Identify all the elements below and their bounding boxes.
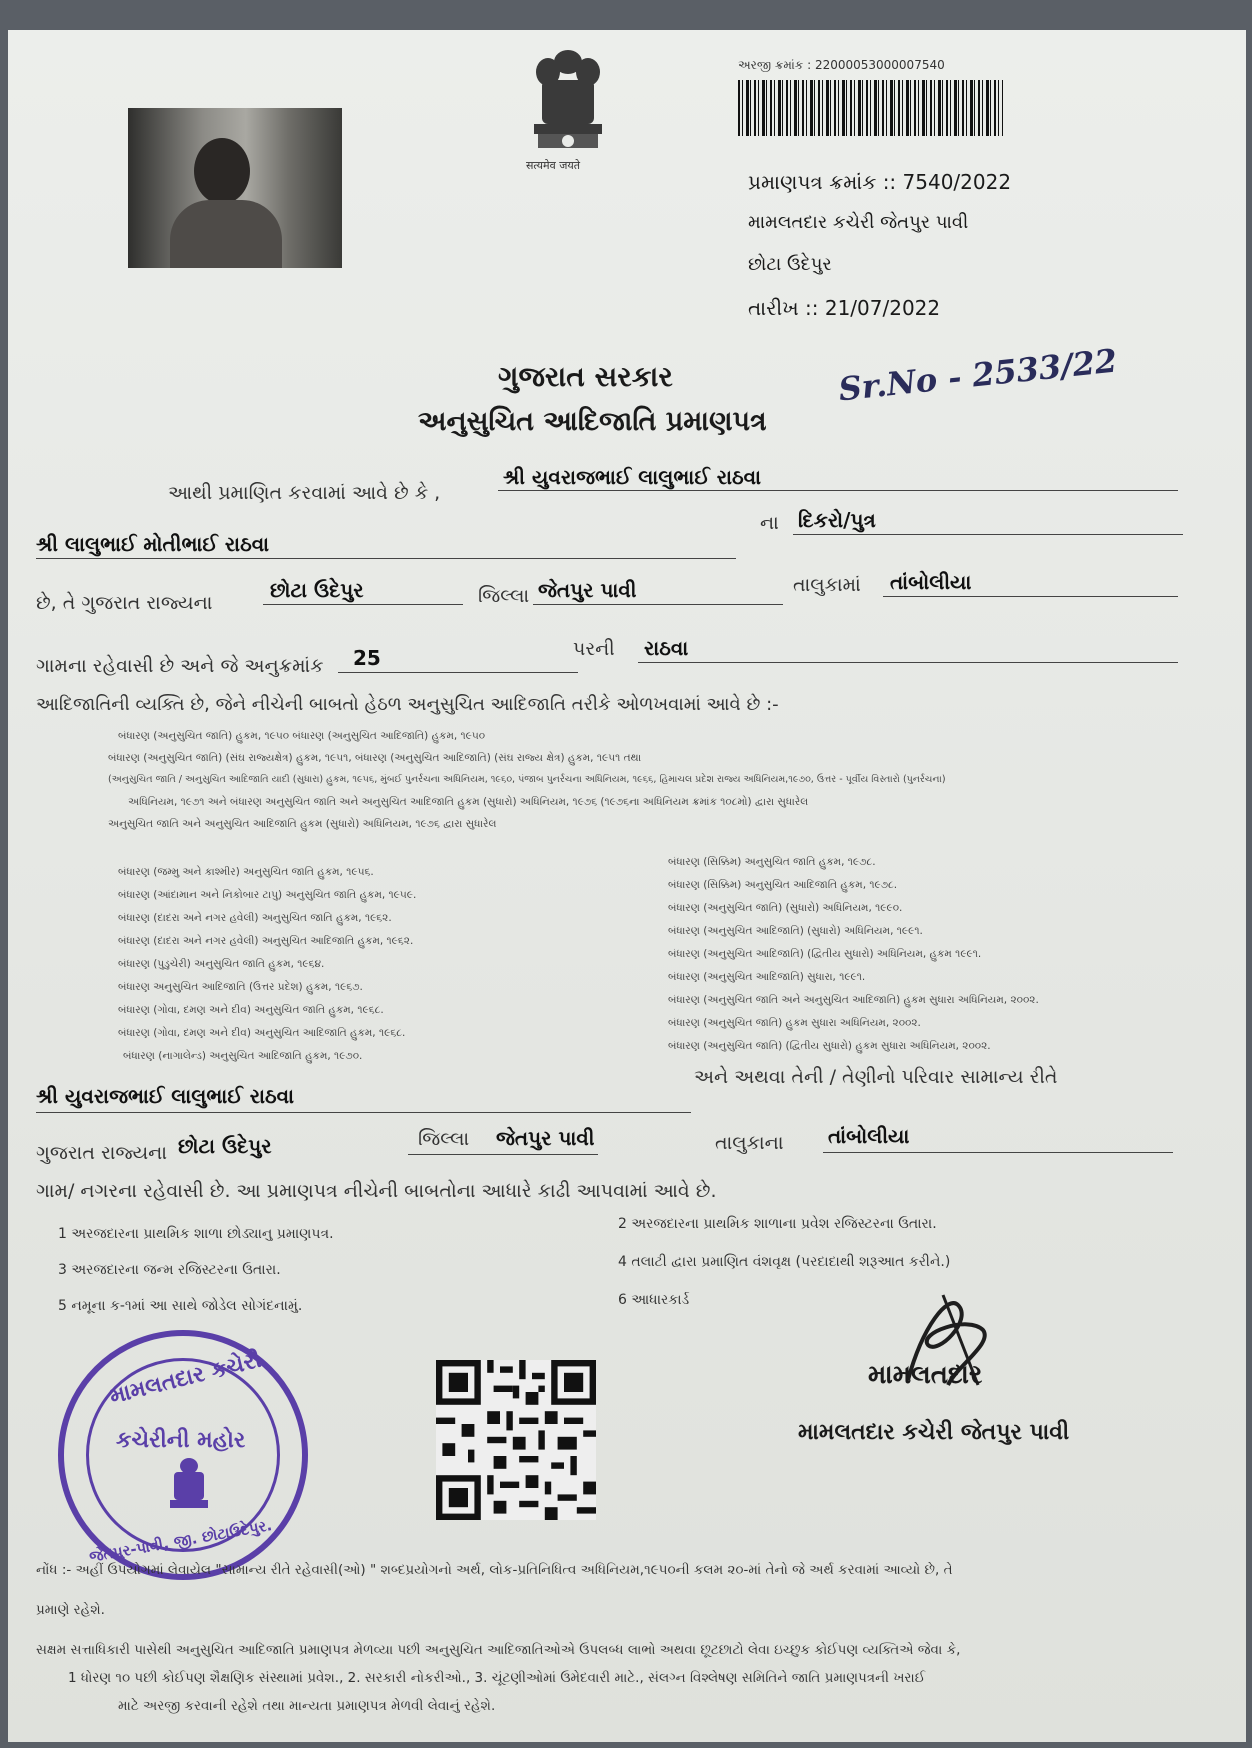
seal-center-text: કચેરીની મહોર (116, 1428, 246, 1453)
footer-note: માટે અરજી કરવાની રહેશે તથા માન્યતા પ્રમાણપત્ર મેળવી લેવાનું રહેશે. (118, 1698, 496, 1714)
qr-code (436, 1360, 596, 1520)
residence-label: ગામના રહેવાસી છે અને જે અનુક્રમાંક (36, 655, 324, 677)
applicant-photo (128, 108, 342, 268)
issue-date: તારીખ :: 21/07/2022 (748, 296, 941, 320)
emblem-motto: सत्यमेव जयते (526, 159, 581, 172)
order-item: બંધારણ (સિક્કિમ) અનુસુચિત આદિજાતિ હુકમ, ૧૯૭૮. (668, 879, 898, 891)
taluka-value: જેતપુર પાવી (538, 578, 637, 602)
family-label: અને અથવા તેની / તેણીનો પરિવાર સામાન્ય રીતે (694, 1066, 1058, 1088)
district-value: છોટા ઉદેપુર (270, 578, 364, 602)
talukama-label: તાલુકામાં (793, 574, 861, 596)
footer-note: સક્ષમ સત્તાધિકારી પાસેથી અનુસુચિત આદિજાતિ પ્રમાણપત્ર મેળવ્યા પછી અનુસુચિત આદિજાતિઓએ ઉપલબ્ધ લાભો અથવા છૂટછાટો લેવા ઇચ્છુક કોઈપણ વ્યક્તિએ જેવા કે, (36, 1642, 961, 1658)
certify-label: આથી પ્રમાણિત કરવામાં આવે છે કે , (168, 482, 441, 504)
person-name: શ્રી યુવરાજભાઈ લાલુભાઈ રાઠવા (503, 465, 761, 489)
village-value-repeat: તાંબોલીયા (828, 1124, 910, 1148)
footer-note: પ્રમાણે રહેશે. (36, 1602, 105, 1618)
government-title: ગુજરાત સરકાર (498, 360, 673, 393)
serial-value: 25 (353, 646, 381, 670)
talukana-label: તાલુકાના (715, 1132, 784, 1154)
order-item: બંધારણ (અનુસુચિત જાતિ) (દ્વિતીય સુધારો) હુકમ સુધારા અધિનિયમ, ૨૦૦૨. (668, 1040, 991, 1052)
order-item: બંધારણ (નાગાલેન્ડ) અનુસુચિત આદિજાતિ હુકમ, ૧૯૭૦. (123, 1050, 363, 1062)
footer-note: 1 ધોરણ ૧૦ પછી કોઈપણ શૈક્ષણિક સંસ્થામાં પ્રવેશ., 2. સરકારી નોકરીઓ., 3. ચૂંટણીઓમાં ઉમેદવારી માટે., સંલગ્ન વિશ્લેષણ સમિતિને જાતિ પ્રમાણપત્રની ખરાઈ (68, 1670, 926, 1686)
relation-value: દિકરો/પુત્ર (798, 508, 876, 532)
national-emblem-icon (520, 40, 616, 175)
signatory-office: મામલતદાર કચેરી જેતપુર પાવી (798, 1420, 1070, 1445)
jilla-label: જિલ્લા (478, 585, 530, 607)
person-name-repeat: શ્રી યુવરાજભાઈ લાલુભાઈ રાઠવા (36, 1084, 294, 1108)
certificate-title: અનુસુચિત આદિજાતિ પ્રમાણપત્ર (418, 406, 767, 437)
certificate-number: પ્રમાણપત્ર ક્રમાંક :: 7540/2022 (748, 170, 1012, 194)
seal-emblem-icon (164, 1454, 214, 1514)
order-item: બંધારણ (જમ્મુ અને કાશ્મીર) અનુસુચિત જાતિ હુકમ, ૧૯૫૬. (118, 866, 374, 878)
order-item: બંધારણ (અનુસુચિત જાતિ અને અનુસુચિત આદિજાતિ) હુકમ સુધારા અધિનિયમ, ૨૦૦૨. (668, 994, 1039, 1006)
document-item: 3 અરજદારના જન્મ રજિસ્ટરના ઉતારા. (58, 1262, 281, 1278)
state-label: છે, તે ગુજરાત રાજ્યના (36, 592, 213, 614)
order-item: બંધારણ (પુડુચેરી) અનુસુચિત જાતિ હુકમ, ૧૯૬૪. (118, 958, 325, 970)
tribe-recognition-line: આદિજાતિની વ્યક્તિ છે, જેને નીચેની બાબતો હેઠળ અનુસુચિત આદિજાતિ તરીકે ઓળખવામાં આવે છે :- (36, 694, 779, 715)
fine-print-line: (અનુસુચિત જાતિ / અનુસુચિત આદિજાતિ યાદી (સુધારા) હુકમ, ૧૯૫૬, મુંબઈ પુનર્રચના અધિનિયમ, ૧૯૬૦, પંજાબ પુનર્રચના અધિનિયમ, ૧૯૬૬, હિમાચલ પ્રદેશ રાજ્ય અધિનિયમ,૧૯૭૦, ઉત્તર - પૂર્વીય વિસ્તારો (પુનર્રચના) (108, 774, 946, 785)
order-item: બંધારણ (અનુસુચિત આદિજાતિ) (દ્વિતીય સુધારો) અધિનિયમ, હુકમ ૧૯૯૧. (668, 948, 982, 960)
order-item: બંધારણ (અનુસુચિત જાતિ) હુકમ સુધારા અધિનિયમ, ૨૦૦૨. (668, 1017, 921, 1029)
father-name: શ્રી લાલુભાઈ મોતીભાઈ રાઠવા (36, 532, 270, 556)
tribe-value: રાઠવા (644, 636, 689, 660)
fine-print-line: બંધારણ (અનુસુચિત જાતિ) હુકમ, ૧૯૫૦ બંધારણ (અનુસુચિત આદિજાતિ) હુકમ, ૧૯૫૦ (118, 730, 486, 742)
barcode (738, 80, 1003, 136)
issuing-district: છોટા ઉદેપુર (748, 254, 832, 275)
document-item: 5 નમૂના ક-૧માં આ સાથે જોડેલ સોગંદનામું. (58, 1298, 303, 1314)
order-item: બંધારણ (સિક્કિમ) અનુસુચિત જાતિ હુકમ, ૧૯૭૮. (668, 856, 876, 868)
na-label: ના (760, 512, 779, 534)
signatory-title: મામલતદાર (868, 1360, 983, 1390)
seal-bottom-text: જેતપુર-પાવી, જી. છોટાઉદેપુર. (87, 1516, 274, 1566)
village-value: તાંબોલીયા (890, 570, 972, 594)
fine-print-line: બંધારણ (અનુસુચિત જાતિ) (સંઘ રાજ્યક્ષેત્ર) હુકમ, ૧૯૫૧, બંધારણ (અનુસુચિત આદિજાતિ) (સંઘ રાજ્ય ક્ષેત્ર) હુકમ, ૧૯૫૧ તથા (108, 752, 642, 764)
issuing-office: મામલતદાર કચેરી જેતપુર પાવી (748, 212, 969, 233)
order-item: બંધારણ (અનુસુચિત આદિજાતિ) (સુધારો) અધિનિયમ, ૧૯૯૧. (668, 925, 923, 937)
order-item: બંધારણ (દાદરા અને નગર હવેલી) અનુસુચિત જાતિ હુકમ, ૧૯૬૨. (118, 912, 392, 924)
order-item: બંધારણ (અનુસુચિત આદિજાતિ) સુધારા, ૧૯૯૧. (668, 971, 866, 983)
fine-print-line: અનુસુચિત જાતિ અને અનુસુચિત આદિજાતિ હુકમ (સુધારો) અધિનિયમ, ૧૯૭૬ દ્વારા સુધારેલ (108, 818, 497, 830)
certificate-page (8, 30, 1246, 1742)
jilla-label-repeat: જિલ્લા (418, 1128, 470, 1150)
seal-top-text: મામલતદાર કચેરી (107, 1347, 264, 1410)
document-item: 6 આધારકાર્ડ (618, 1292, 690, 1308)
order-item: બંધારણ (ગોવા, દમણ અને દીવ) અનુસુચિત આદિજાતિ હુકમ, ૧૯૬૮. (118, 1027, 406, 1039)
order-item: બંધારણ (અનુસુચિત જાતિ) (સુધારો) અધિનિયમ, ૧૯૯૦. (668, 902, 903, 914)
district-value-repeat: છોટા ઉદેપુર (178, 1134, 272, 1158)
application-number: અરજી ક્રમાંક : 22000053000007540 (738, 58, 945, 72)
parni-label: પરની (573, 638, 615, 660)
handwritten-serial-number: Sr.No - 2533/22 (836, 341, 1119, 409)
footer-note: નોંધ :- અહીં ઉપયોગમાં લેવાયેલ "સામાન્ય રીતે રહેવાસી(ઓ) " શબ્દપ્રયોગનો અર્થ, લોક-પ્રતિનિધિત્વ અધિનિયમ,૧૯૫૦ની કલમ ૨૦-માં તેનો જે અર્થ કરવામાં આવ્યો છે, તે (36, 1562, 953, 1578)
document-item: 2 અરજદારના પ્રાથમિક શાળાના પ્રવેશ રજિસ્ટરના ઉતારા. (618, 1216, 937, 1232)
taluka-value-repeat: જેતપુર પાવી (496, 1126, 595, 1150)
document-item: 4 તલાટી દ્વારા પ્રમાણિત વંશવૃક્ષ (પરદાદાથી શરૂઆત કરીને.) (618, 1254, 951, 1270)
fine-print-line: અધિનિયમ, ૧૯૭૧ અને બંધારણ અનુસુચિત જાતિ અને અનુસુચિત આદિજાતિ હુકમ (સુધારો) અધિનિયમ, ૧૯૭૬ (૧૯૭૬ના અધિનિયમ ક્રમાંક ૧૦૮મો) દ્વારા સુધારેલ (128, 796, 809, 808)
order-item: બંધારણ (ગોવા, દમણ અને દીવ) અનુસુચિત જાતિ હુકમ, ૧૯૬૮. (118, 1004, 384, 1016)
document-item: 1 અરજદારના પ્રાથમિક શાળા છોડ્યાનુ પ્રમાણપત્ર. (58, 1226, 334, 1242)
order-item: બંધારણ (દાદરા અને નગર હવેલી) અનુસુચિત આદિજાતિ હુકમ, ૧૯૬૨. (118, 935, 414, 947)
order-item: બંધારણ અનુસુચિત આદિજાતિ (ઉત્તર પ્રદેશ) હુકમ, ૧૯૬૭. (118, 981, 363, 993)
state-label-repeat: ગુજરાત રાજ્યના (36, 1142, 167, 1164)
office-seal (58, 1330, 308, 1580)
order-item: બંધારણ (આંદામાન અને નિકોબાર ટાપુ) અનુસુચિત જાતિ હુકમ, ૧૯૫૯. (118, 889, 417, 901)
residence-basis-line: ગામ/ નગરના રહેવાસી છે. આ પ્રમાણપત્ર નીચેની બાબતોના આધારે કાઢી આપવામાં આવે છે. (36, 1180, 717, 1202)
